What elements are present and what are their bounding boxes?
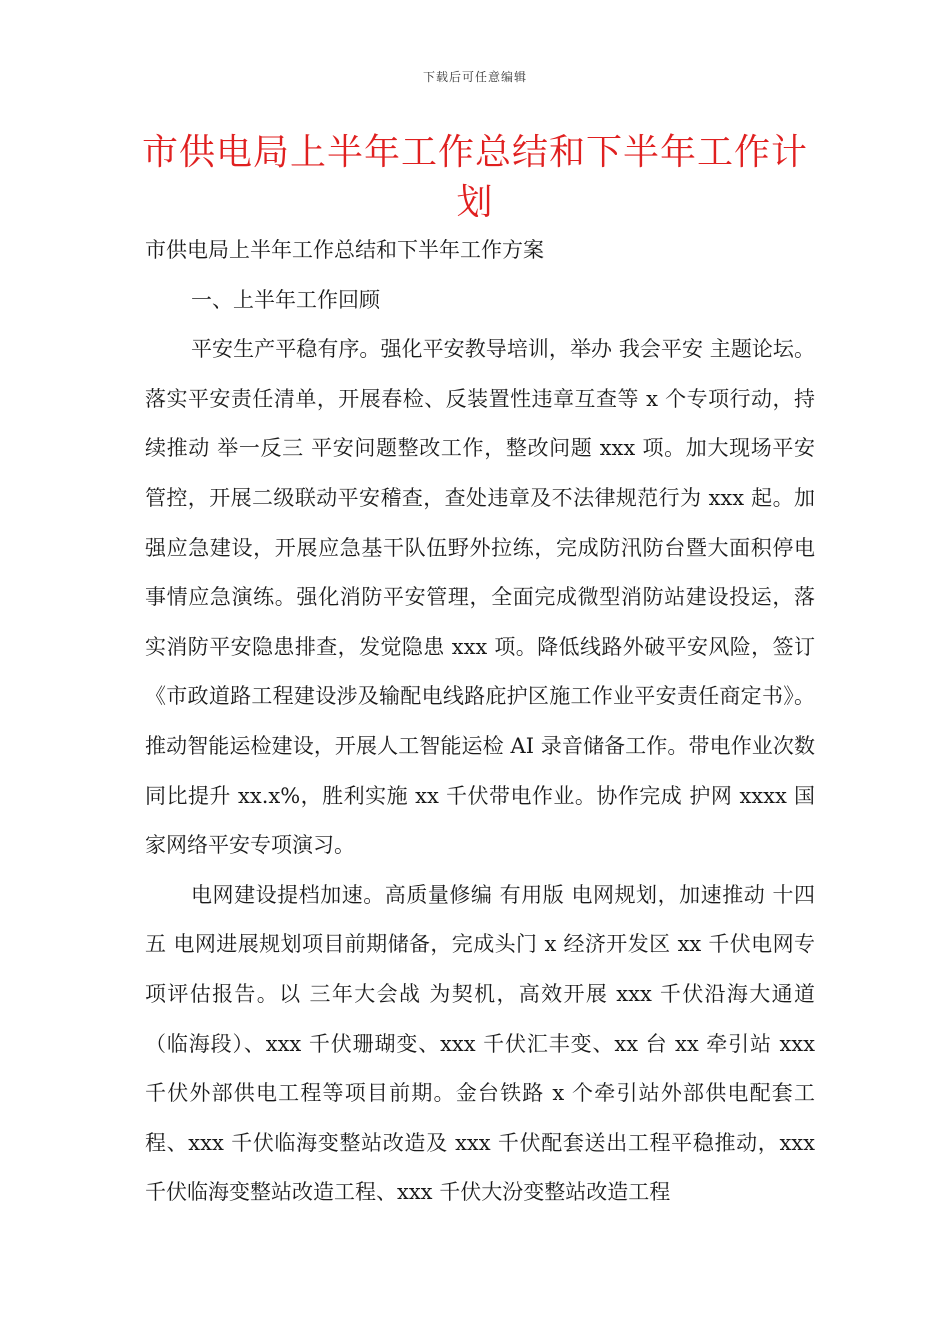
document-body	[145, 226, 815, 1218]
section-heading: 一、上半年工作回顾	[191, 287, 380, 312]
paragraph-safety: 平安生产平稳有序。强化平安教导培训，举办 我会平安 主题论坛。落实平安责任清单，开展春检、反装置性违章互查等 x 个专项行动，持续推动 举一反三 平安问题整改工作，整改问题 xxx 项。加大现场平安管控，开展二级联动平安稽查，查处违章及不法律规范行为 xxx 起。加强应急建设，开展应急基干队伍野外拉练，完成防汛防台暨大面积停电事情应急演练。强化消防平安管理，全面完成微型消防站建设投运，落实消防平安隐患排查，发觉隐患 xxx 项。降低线路外破平安风险，签订《市政道路工程建设涉及输配电线路庇护区施工作业平安责任商定书》。推动智能运检建设，开展人工智能运检 AI 录音储备工作。带电作业次数同比提升 xx.x%，胜利实施 xx 千伏带电作业。协作完成 护网 xxxx 国家网络平安专项演习。	[145, 337, 815, 858]
document-title: 市供电局上半年工作总结和下半年工作计划	[141, 132, 808, 223]
header-note: 下载后可任意编辑	[422, 70, 527, 84]
paragraph-grid-construction: 电网建设提档加速。高质量修编 有用版 电网规划，加速推动 十四五 电网进展规划项目前期储备，完成头门 x 经济开发区 xx 千伏电网专项评估报告。以 三年大会战 为契机，高效开展 xxx 千伏沿海大通道（临海段）、xxx 千伏珊瑚变、xxx 千伏汇丰变、xx 台 xx 牵引站 xxx 千伏外部供电工程等项目前期。金台铁路 x 个牵引站外部供电配套工程、xxx 千伏临海变整站改造及 xxx 千伏配套送出工程平稳推动，xxx 千伏临海变整站改造工程、xxx 千伏大汾变整站改造工程	[145, 882, 815, 1205]
document-subtitle: 市供电局上半年工作总结和下半年工作方案	[145, 238, 544, 262]
